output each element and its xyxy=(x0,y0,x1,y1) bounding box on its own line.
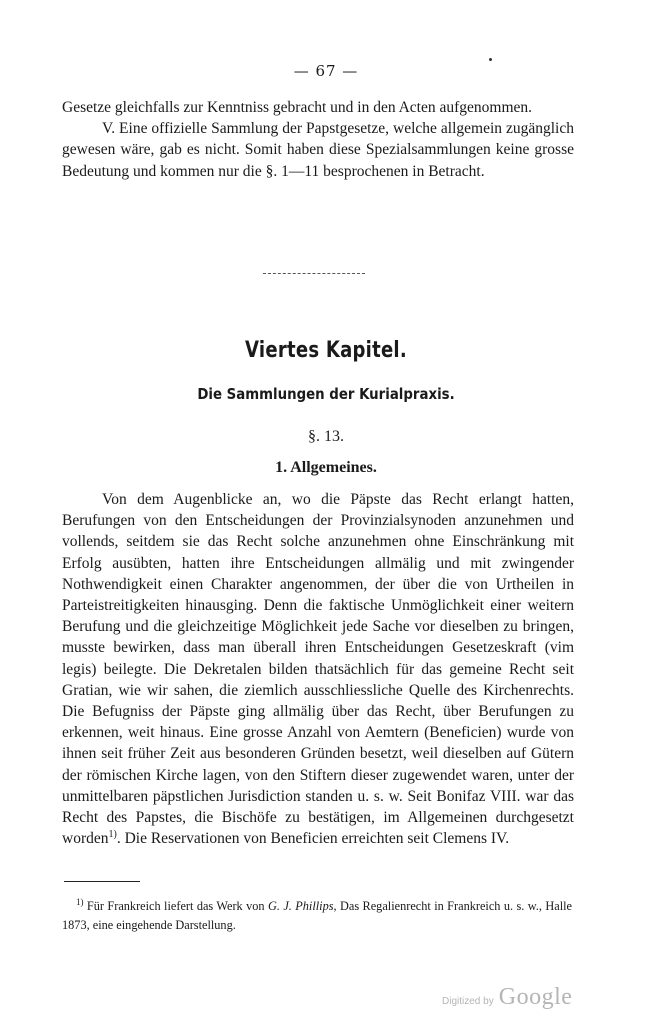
footnote-reference: 1) xyxy=(108,829,117,841)
chapter-subtitle: Die Sammlungen der Kurialpraxis. xyxy=(197,385,455,403)
continued-paragraph: Gesetze gleichfalls zur Kenntniss gebracht und in den Acten aufgenommen. xyxy=(62,99,533,116)
continued-text-block xyxy=(62,97,574,182)
google-logo: Google xyxy=(498,984,573,1010)
chapter-title: Viertes Kapitel. xyxy=(245,338,407,363)
footnote xyxy=(62,897,572,935)
main-paragraph-text: Von dem Augenblicke an, wo die Päpste das Recht erlangt hatten, Berufungen von den Entscheidungen der Provinzialsynoden anzunehmen und vollends, seitdem sie das Recht solche anzunehmen ohne Einschränkung mit Erfolg ausübten, hatten ihre Entscheidungen allmälig und mit zwingender Nothwendigkeit einen Charakter angenommen, der über die von Urtheilen in Parteistreitigkeiten hinausging. Denn die faktische Unmöglichkeit einer weitern Berufung und die gleichzeitige Möglichkeit jede Sache vor dieselben zu bringen, musste bewirken, dass man überall ihren Entscheidungen Gesetzeskraft (vim legis) beilegte. Die Dekretalen bilden thatsächlich für das gemeine Recht seit Gratian, wie wir sahen, die ziemlich ausschliessliche Quelle des Kirchenrechts. Die Befugniss der Päpste ging allmälig über das Recht, über Berufungen zu erkennen, weit hinaus. Eine grosse Anzahl von Aemtern (Beneficien) wurde von ihnen seit früher Zeit aus besonderen Gründen besetzt, weil dieselben auf Gütern der römischen Kirche lagen, von den Stiftern dieser zugewendet waren, unter der unmittelbaren päpstlichen Jurisdiction standen u. s. w. Seit Bonifaz VIII. war das Recht des Papstes, die Bischöfe zu bestätigen, im Allgemeinen durchgesetzt worden xyxy=(62,491,574,848)
main-paragraph xyxy=(62,489,574,849)
page-number: — 67 — xyxy=(293,62,359,80)
section-separator-rule xyxy=(263,273,365,275)
footnote-author: G. J. Phillips, xyxy=(267,899,337,913)
footnote-rule xyxy=(64,881,140,882)
section-heading: 1. Allgemeines. xyxy=(275,459,377,476)
digitized-by-google-watermark xyxy=(442,984,572,1011)
footnote-marker: 1) xyxy=(76,896,84,907)
main-text-block xyxy=(62,489,574,849)
footnote-rest: Das Regalienrecht in Frankreich u. s. w., Halle 1873, eine eingehende Darstellung. xyxy=(62,899,572,932)
paragraph-five: V. Eine offizielle Sammlung der Papstgesetze, welche allgemein zugänglich gewesen wäre, gab es nicht. Somit haben diese Spezialsammlungen keine grosse Bedeutung und kommen nur die §. 1—11 besprochenen in Betracht. xyxy=(62,120,574,180)
main-paragraph-tail: . Die Reservationen von Beneficien erreichten seit Clemens IV. xyxy=(116,830,510,848)
watermark-prefix: Digitized by xyxy=(442,996,494,1007)
section-number: §. 13. xyxy=(308,428,344,445)
ink-speck xyxy=(489,58,492,61)
footnote-lead: Für Frankreich liefert das Werk von xyxy=(86,899,265,913)
